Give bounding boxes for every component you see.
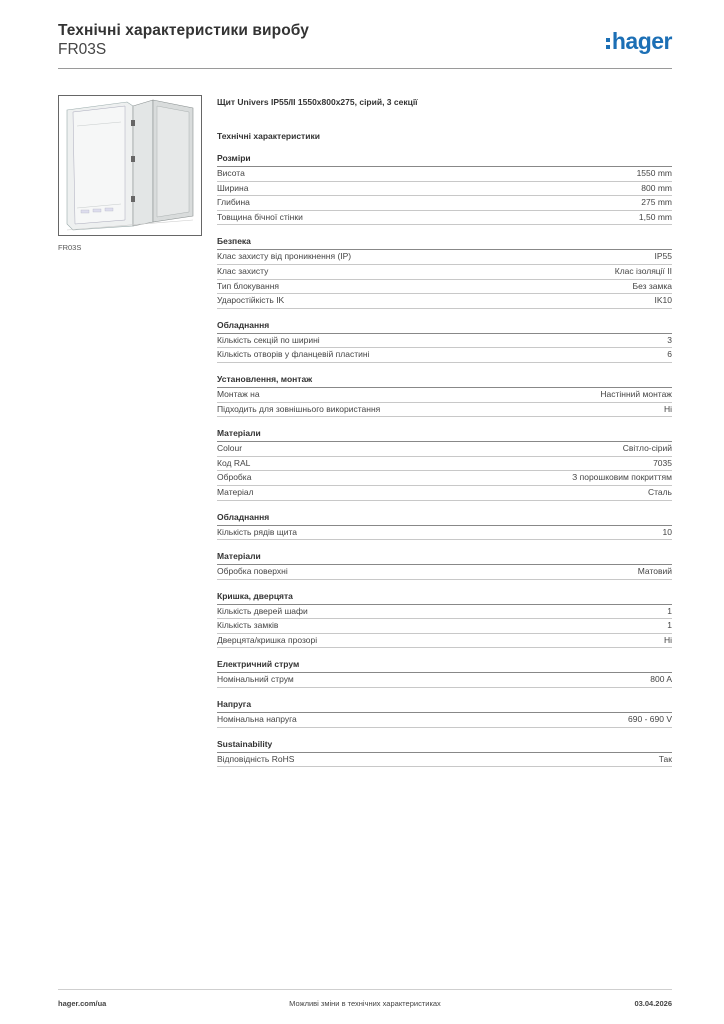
spec-value: Так xyxy=(658,753,672,764)
image-caption: FR03S xyxy=(58,243,82,252)
product-image xyxy=(58,95,202,236)
spec-sections xyxy=(217,153,672,767)
spec-label: Номінальна напруга xyxy=(217,714,297,725)
product-description: Щит Univers IP55/II 1550x800x275, сірий, 3 секції xyxy=(217,97,418,107)
spec-label: Обробка поверхні xyxy=(217,566,288,577)
spec-label: Код RAL xyxy=(217,457,251,468)
spec-value: 1 xyxy=(667,620,672,631)
spec-section xyxy=(217,374,672,417)
spec-label: Глибина xyxy=(217,197,250,208)
spec-value: Настінний монтаж xyxy=(600,388,672,399)
product-code: FR03S xyxy=(58,41,107,58)
spec-row xyxy=(217,713,672,728)
spec-label: Кількість дверей шафи xyxy=(217,605,308,616)
spec-value: IK10 xyxy=(654,295,672,306)
page-title: Технічні характеристики виробу xyxy=(58,22,309,39)
spec-label: Тип блокування xyxy=(217,280,280,291)
spec-label: Матеріал xyxy=(217,486,254,497)
spec-section xyxy=(217,153,672,225)
spec-row xyxy=(217,403,672,418)
spec-row xyxy=(217,211,672,226)
spec-label: Номінальний струм xyxy=(217,674,294,685)
spec-section xyxy=(217,512,672,541)
section-title: Напруга xyxy=(217,699,672,713)
section-title: Матеріали xyxy=(217,551,672,565)
hager-logo[interactable] xyxy=(606,30,672,53)
page-header xyxy=(58,22,672,68)
spec-label: Ширина xyxy=(217,182,249,193)
spec-value: 6 xyxy=(667,349,672,360)
section-title: Матеріали xyxy=(217,428,672,442)
spec-row xyxy=(217,753,672,768)
spec-label: Кількість отворів у фланцевій пластині xyxy=(217,349,370,360)
spec-row xyxy=(217,486,672,501)
section-title: Розміри xyxy=(217,153,672,167)
spec-section xyxy=(217,591,672,649)
spec-label: Дверцята/кришка прозорі xyxy=(217,634,318,645)
section-title: Обладнання xyxy=(217,320,672,334)
section-title: Sustainability xyxy=(217,739,672,753)
spec-section xyxy=(217,236,672,308)
spec-section xyxy=(217,551,672,580)
spec-row xyxy=(217,565,672,580)
spec-label: Кількість рядів щита xyxy=(217,526,297,537)
spec-row xyxy=(217,334,672,349)
spec-value: 1,50 mm xyxy=(638,211,672,222)
section-title: Кришка, дверцята xyxy=(217,591,672,605)
spec-section xyxy=(217,659,672,688)
spec-label: Кількість секцій по ширині xyxy=(217,334,320,345)
spec-row xyxy=(217,526,672,541)
spec-value: 1 xyxy=(667,605,672,616)
spec-value: 3 xyxy=(667,334,672,345)
spec-value: 10 xyxy=(662,526,672,537)
header-divider xyxy=(58,68,672,69)
spec-label: Монтаж на xyxy=(217,388,260,399)
spec-label: Клас захисту xyxy=(217,265,269,276)
spec-row xyxy=(217,294,672,309)
spec-row xyxy=(217,250,672,265)
section-title: Обладнання xyxy=(217,512,672,526)
spec-row xyxy=(217,442,672,457)
spec-row xyxy=(217,619,672,634)
spec-value: Без замка xyxy=(632,280,672,291)
spec-section xyxy=(217,739,672,768)
spec-value: 800 mm xyxy=(641,182,672,193)
spec-label: Кількість замків xyxy=(217,620,279,631)
spec-value: 7035 xyxy=(653,457,672,468)
spec-row xyxy=(217,673,672,688)
spec-value: 275 mm xyxy=(641,197,672,208)
spec-value: 1550 mm xyxy=(636,168,672,178)
spec-value: Ні xyxy=(663,634,672,645)
spec-row xyxy=(217,457,672,472)
spec-label: Ударостійкість IK xyxy=(217,295,285,306)
spec-value: Клас ізоляції II xyxy=(614,265,672,276)
spec-value: Матовий xyxy=(637,566,672,577)
spec-value: 800 A xyxy=(650,674,672,685)
spec-row xyxy=(217,348,672,363)
footer-website-link[interactable]: hager.com/ua xyxy=(58,999,107,1008)
spec-row xyxy=(217,265,672,280)
spec-row xyxy=(217,280,672,295)
spec-row xyxy=(217,471,672,486)
section-title: Електричний струм xyxy=(217,659,672,673)
spec-value: Світло-сірий xyxy=(622,443,672,454)
spec-value: Ні xyxy=(663,403,672,414)
spec-label: Товщина бічної стінки xyxy=(217,211,303,222)
spec-label: Підходить для зовнішнього використання xyxy=(217,403,381,414)
footer-date: 03.04.2026 xyxy=(634,999,672,1008)
spec-section xyxy=(217,699,672,728)
spec-value: З порошковим покриттям xyxy=(572,472,672,483)
enclosure-cabinet-icon xyxy=(59,96,201,235)
section-title: Безпека xyxy=(217,236,672,250)
logo-dots-icon xyxy=(606,38,610,49)
spec-section xyxy=(217,428,672,500)
footer-disclaimer: Можливі зміни в технічних характеристиках xyxy=(289,999,441,1008)
section-title: Установлення, монтаж xyxy=(217,374,672,388)
spec-label: Відповідність RoHS xyxy=(217,753,295,764)
spec-row xyxy=(217,167,672,182)
spec-value: Сталь xyxy=(647,486,672,497)
spec-row xyxy=(217,634,672,649)
spec-row xyxy=(217,196,672,211)
logo-text: hager xyxy=(611,28,672,54)
spec-heading: Технічні характеристики xyxy=(217,131,320,141)
spec-row xyxy=(217,605,672,620)
spec-label: Клас захисту від проникнення (IP) xyxy=(217,251,352,262)
spec-label: Colour xyxy=(217,443,243,454)
spec-panel xyxy=(217,96,672,767)
spec-row xyxy=(217,388,672,403)
spec-row xyxy=(217,182,672,197)
spec-section xyxy=(217,320,672,363)
spec-value: 690 - 690 V xyxy=(628,714,672,725)
spec-label: Висота xyxy=(217,168,245,178)
spec-value: IP55 xyxy=(654,251,672,262)
footer-divider xyxy=(58,989,672,990)
spec-label: Обробка xyxy=(217,472,252,483)
